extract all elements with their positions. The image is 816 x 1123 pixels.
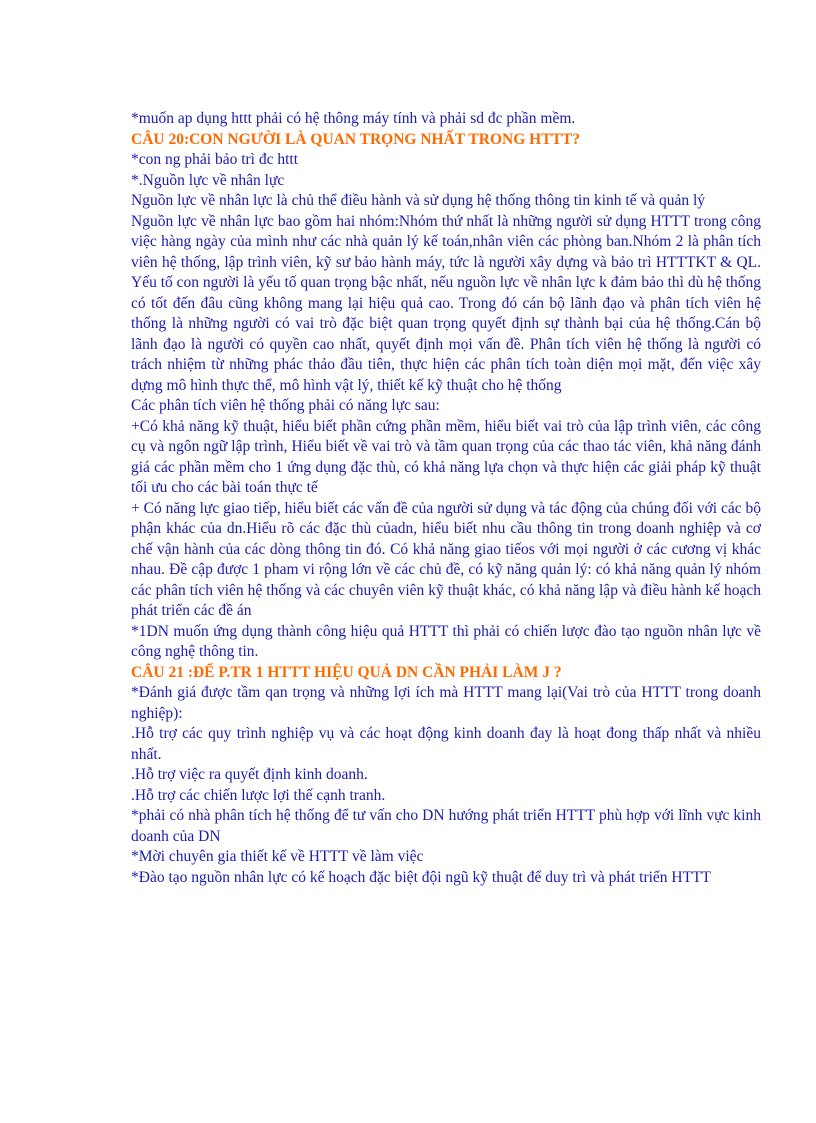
body-paragraph: Nguồn lực về nhân lực là chủ thể điều hành và sử dụng hệ thống thông tin kinh tế và quản lý <box>131 192 706 209</box>
question-heading-20: CÂU 20:CON NGƯỜI LÀ QUAN TRỌNG NHẤT TRONG HTTT? <box>131 130 580 148</box>
body-paragraph: *muốn ap dụng httt phải có hệ thông máy tính và phải sd đc phần mềm. <box>131 110 576 127</box>
body-paragraph: *con ng phải bảo trì đc httt <box>131 151 299 168</box>
body-paragraph: *Đào tạo nguồn nhân lực có kế hoạch đặc biệt đội ngũ kỹ thuật để duy trì và phát triển HTTT <box>131 868 712 886</box>
body-paragraph: *1DN muốn ứng dụng thành công hiệu quả HTTT thì phải có chiến lược đào tạo nguồn nhân lực về công nghệ thông tin. <box>131 622 761 660</box>
body-paragraph: +Có khả năng kỹ thuật, hiểu biết phần cứng phần mềm, hiểu biết vai trò của lập trình viên, các công cụ và ngôn ngữ lập trình, Hiểu biết về vai trò và tầm quan trọng của các thao tác viên, khả năng đánh giá các phần mềm cho 1 ứng dụng đặc thù, có khả năng lựa chọn và thực hiện các giải pháp kỹ thuật tối ưu cho các bài toán thực tế <box>131 417 761 496</box>
body-paragraph: *Mời chuyên gia thiết kế về HTTT về làm việc <box>131 848 424 865</box>
body-paragraph: *Đánh giá được tầm qan trọng và những lợi ích mà HTTT mang lại(Vai trò của HTTT trong doanh nghiệp): <box>131 684 761 722</box>
body-paragraph: .Hỗ trợ các quy trình nghiệp vụ và các hoạt động kinh doanh đay là hoạt đong thấp nhất và nhiều nhất. <box>131 725 761 763</box>
body-paragraph: Nguồn lực về nhân lực bao gồm hai nhóm:Nhóm thứ nhất là những người sử dụng HTTT trong công việc hàng ngày của mình như các nhà quản lý kế toán,nhân viên các phòng ban.Nhóm 2 là phân tích viên hệ thống, lập trình viên, kỹ sư bảo hành máy, tức là người xây dựng và bảo trì HTTTKT & QL. Yếu tố con người là yếu tố quan trọng bậc nhất, nếu nguồn lực về nhân lực k đảm bảo thì dù hệ thống có tốt đến đâu cũng không mang lại hiệu quả cao. Trong đó cán bộ lãnh đạo và phân tích viên hệ thống là những người có vai trò đặc biệt quan trọng quyết định sự thành bại của hệ thống.Cán bộ lãnh đạo là người có quyền cao nhất, quyết định mọi vấn đề. Phân tích viên hệ thống là người có trách nhiệm từ những phác thảo đầu tiên, thực hiện các phân tích toàn diện mọi mặt, đến việc xây dựng mô hình thực thể, mô hình vật lý, thiết kế kỹ thuật cho hệ thống <box>131 212 762 394</box>
body-paragraph: .Hỗ trợ việc ra quyết định kinh doanh. <box>131 766 368 783</box>
body-paragraph: *phải có nhà phân tích hệ thống để tư vấn cho DN hướng phát triển HTTT phù hợp với lĩnh vực kinh doanh của DN <box>131 807 761 845</box>
body-paragraph: + Có năng lực giao tiếp, hiểu biết các vấn đề của người sử dụng và tác động của chúng đối với các bộ phận khác của dn.Hiểu rõ các đặc thù củadn, hiểu biết nhu cầu thông tin trong doanh nghiệp và cơ chế vận hành của các dòng thông tin đó. Có khả năng giao tiếos với mọi người ở các cương vị khác nhau. Đề cập được 1 pham vi rộng lớn về các chủ đề, có kỹ năng quản lý: có khả năng quản lý nhóm các phân tích viên hệ thống và các chuyên viên kỹ thuật khác, có khả năng lập và điều hành kế hoạch phát triển các đề án <box>131 499 761 619</box>
body-paragraph: .Hỗ trợ các chiến lược lợi thế cạnh tranh. <box>131 786 386 804</box>
body-paragraph: Các phân tích viên hệ thống phải có năng lực sau: <box>131 397 440 414</box>
body-paragraph: *.Nguồn lực về nhân lực <box>131 171 285 189</box>
question-heading-21: CÂU 21 :ĐỂ P.TR 1 HTTT HIỆU QUẢ DN CẦN PHẢI LÀM J ? <box>131 663 562 681</box>
document-page <box>131 109 761 888</box>
